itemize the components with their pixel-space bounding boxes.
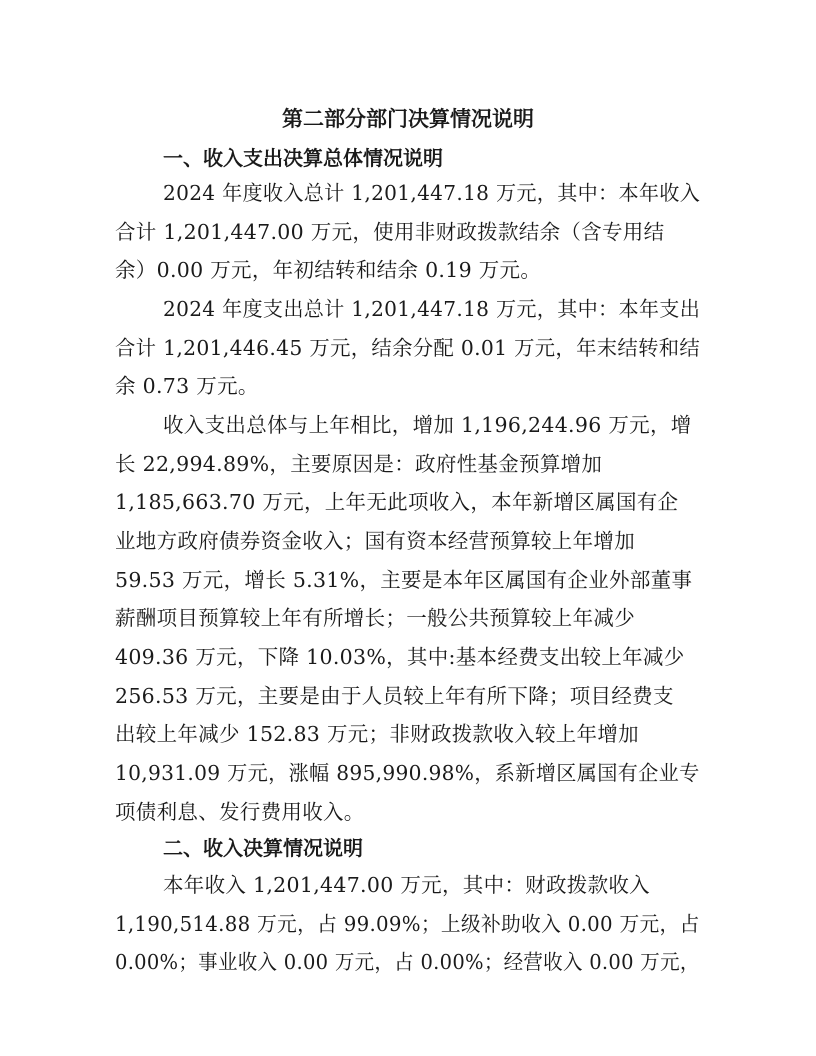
section-heading-1: 一、收入支出决算总体情况说明 <box>163 146 443 170</box>
paragraph-line: 合计 1,201,447.00 万元，使用非财政拨款结余（含专用结 <box>115 220 665 244</box>
paragraph-line: 业地方政府债券资金收入；国有资本经营预算较上年增加 <box>115 529 635 553</box>
paragraph-line: 余 0.73 万元。 <box>115 374 259 398</box>
paragraph-line: 薪酬项目预算较上年有所增长；一般公共预算较上年减少 <box>115 606 635 630</box>
paragraph-line: 项债利息、发行费用收入。 <box>115 800 365 824</box>
paragraph-line: 1,190,514.88 万元，占 99.09%；上级补助收入 0.00 万元，占 <box>115 912 700 936</box>
paragraph-line: 1,185,663.70 万元，上年无此项收入，本年新增区属国有企 <box>115 490 679 514</box>
paragraph-line: 59.53 万元，增长 5.31%，主要是本年区属国有企业外部董事 <box>115 568 693 592</box>
paragraph-line: 0.00%；事业收入 0.00 万元，占 0.00%；经营收入 0.00 万元， <box>115 950 700 974</box>
paragraph-line: 长 22,994.89%，主要原因是：政府性基金预算增加 <box>115 452 603 476</box>
paragraph-line: 出较上年减少 152.83 万元；非财政拨款收入较上年增加 <box>115 722 639 746</box>
section-heading-2: 二、收入决算情况说明 <box>163 836 363 860</box>
paragraph-line: 409.36 万元，下降 10.03%，其中:基本经费支出较上年减少 <box>115 645 685 669</box>
paragraph-line: 10,931.09 万元，涨幅 895,990.98%，系新增区属国有企业专 <box>115 761 700 785</box>
paragraph-line: 余）0.00 万元，年初结转和结余 0.19 万元。 <box>115 258 542 282</box>
paragraph-line: 2024 年度收入总计 1,201,447.18 万元，其中：本年收入 <box>163 181 701 205</box>
paragraph-line: 本年收入 1,201,447.00 万元，其中：财政拨款收入 <box>163 873 650 897</box>
paragraph-line: 合计 1,201,446.45 万元，结余分配 0.01 万元，年末结转和结 <box>115 336 701 360</box>
paragraph-line: 256.53 万元，主要是由于人员较上年有所下降；项目经费支 <box>115 684 674 708</box>
page-title: 第二部分部门决算情况说明 <box>282 107 534 131</box>
paragraph-line: 收入支出总体与上年相比，增加 1,196,244.96 万元，增 <box>163 413 692 437</box>
paragraph-line: 2024 年度支出总计 1,201,447.18 万元，其中：本年支出 <box>163 297 701 321</box>
